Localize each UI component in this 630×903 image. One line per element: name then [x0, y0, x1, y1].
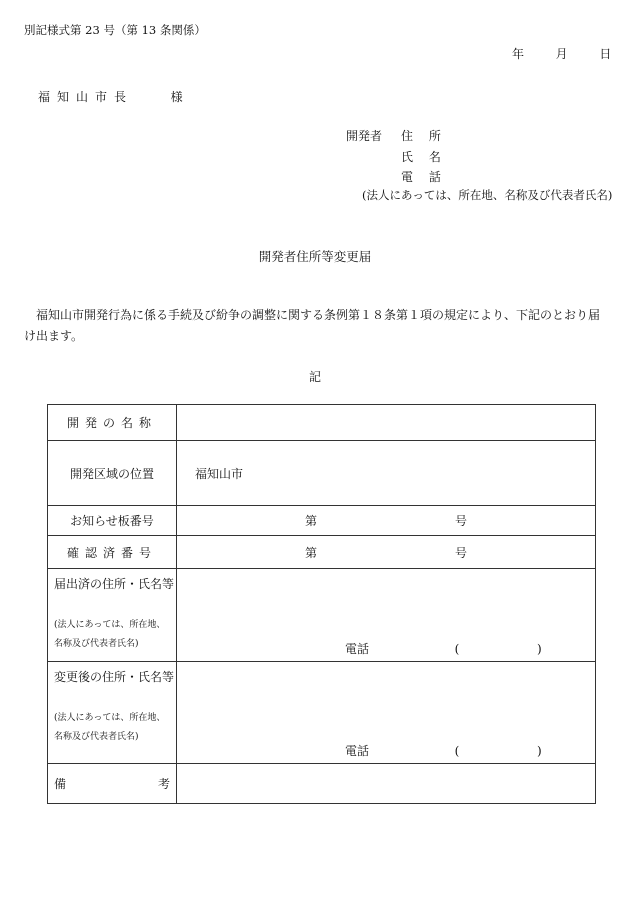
applicant-label: 開発者 [346, 129, 383, 143]
notice-go: 号 [454, 514, 467, 528]
dev-name-value[interactable] [177, 405, 596, 441]
date-day: 日 [599, 47, 612, 61]
dev-name-label: 開発の名称 [48, 405, 177, 441]
table-row-dev-area [48, 441, 596, 506]
remarks-value[interactable] [177, 764, 596, 804]
date-month: 月 [555, 47, 568, 61]
confirm-number-value[interactable] [177, 536, 596, 569]
ki-heading: 記 [308, 370, 321, 384]
dev-area-label: 開発区域の位置 [48, 441, 177, 506]
date-year: 年 [512, 47, 525, 61]
table-row-prev-address [48, 569, 596, 662]
notice-board-value[interactable] [177, 506, 596, 536]
remarks-label-left: 備 [54, 777, 67, 791]
table-row-dev-name [48, 405, 596, 441]
new-address-note: (法人にあっては、所在地、名称及び代表者氏名) [54, 713, 166, 742]
dev-area-value[interactable]: 福知山市 [177, 441, 596, 506]
remarks-label-cell [48, 764, 177, 804]
applicant-address-label: 住 所 [401, 129, 447, 143]
document-body: 福知山市開発行為に係る手続及び紛争の調整に関する条例第１８条第１項の規定により、下記のとおり届け出ます。 [24, 308, 601, 343]
new-phone-paren-close: ) [537, 744, 542, 758]
notice-dai: 第 [305, 514, 318, 528]
prev-phone-paren-open: ( [454, 642, 460, 656]
new-phone-row [345, 742, 542, 759]
new-phone-paren-open: ( [454, 744, 460, 758]
notice-board-label: お知らせ板番号 [48, 506, 177, 536]
table-row-confirm [48, 536, 596, 569]
new-address-label: 変更後の住所・氏名等 [54, 670, 175, 684]
new-address-label-cell [48, 662, 177, 764]
prev-address-label: 届出済の住所・氏名等 [54, 577, 175, 591]
addressee-suffix: 様 [170, 90, 190, 104]
confirm-number-label: 確認済番号 [48, 536, 177, 569]
details-table [47, 404, 596, 804]
remarks-label-right: 考 [157, 777, 170, 791]
prev-phone-paren-close: ) [537, 642, 542, 656]
table-row-remarks [48, 764, 596, 804]
new-address-value[interactable] [177, 662, 596, 764]
prev-address-label-cell [48, 569, 177, 662]
table-row-new-address [48, 662, 596, 764]
addressee-name: 福知山市長 [38, 90, 134, 104]
form-number: 別記様式第 23 号（第 13 条関係） [24, 23, 206, 37]
document-title: 開発者住所等変更届 [258, 249, 372, 264]
table-row-notice [48, 506, 596, 536]
confirm-dai: 第 [305, 545, 318, 560]
applicant-phone-label: 電 話 [401, 170, 447, 184]
prev-address-value[interactable] [177, 569, 596, 662]
confirm-go: 号 [454, 545, 467, 560]
applicant-name-label: 氏 名 [401, 150, 447, 164]
date-line [512, 45, 611, 62]
prev-phone-label: 電話 [345, 642, 370, 656]
addressee [38, 88, 190, 105]
prev-address-note: (法人にあっては、所在地、名称及び代表者氏名) [54, 620, 166, 649]
applicant-corporate-note: (法人にあっては、所在地、名称及び代表者氏名) [362, 188, 613, 202]
prev-phone-row [345, 640, 542, 657]
new-phone-label: 電話 [345, 744, 370, 758]
